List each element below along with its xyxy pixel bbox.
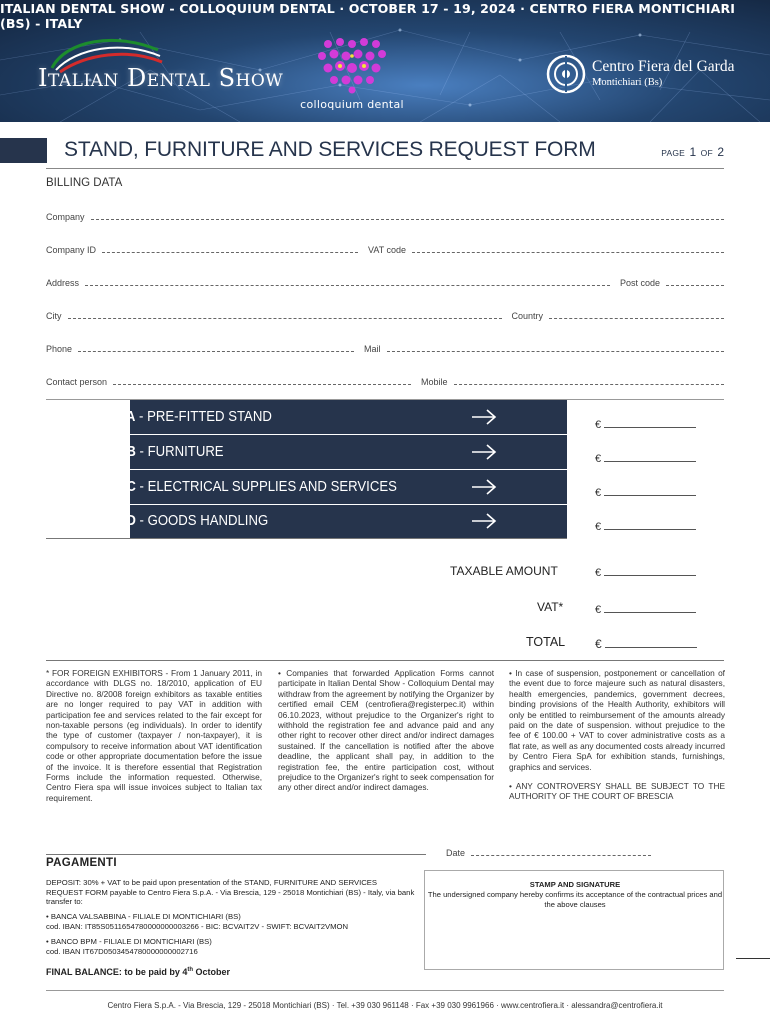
billing-section-title: BILLING DATA xyxy=(46,177,123,189)
form-d-amount[interactable]: € xyxy=(595,520,696,533)
payments-divider xyxy=(46,854,426,855)
deposit-text: DEPOSIT: 30% + VAT to be paid upon presentation of the STAND, FURNITURE AND SERVICES REQUEST FORM payable to Centro Fiera S.p.A. - Via Brescia, 129 - 25018 Montichiari (BS) - Italy, via bank transfer to: xyxy=(46,878,415,907)
city-row xyxy=(46,307,724,321)
contact-row xyxy=(46,373,724,387)
arrow-right-icon xyxy=(471,513,497,529)
centro-fiera-subtitle: Montichiari (Bs) xyxy=(592,77,663,88)
bank2-iban: cod. IBAN IT67D0503454780000000002716 xyxy=(46,947,198,956)
colloquium-dental-logo xyxy=(288,36,416,116)
taxable-amount-label: TAXABLE AMOUNT xyxy=(450,564,558,578)
post-code-field[interactable] xyxy=(666,285,724,286)
colloquium-logo-text: colloquium dental xyxy=(300,98,404,111)
vat-code-field[interactable] xyxy=(412,252,724,253)
vat-field[interactable]: € xyxy=(595,603,696,616)
form-b-amount[interactable]: € xyxy=(595,452,696,465)
page-title: STAND, FURNITURE AND SERVICES REQUEST FORM xyxy=(64,138,596,161)
date-field[interactable] xyxy=(471,848,651,856)
total-field[interactable]: € xyxy=(595,637,697,651)
centro-fiera-logo xyxy=(546,52,746,102)
stamp-text: The undersigned company hereby confirms its acceptance of the contractual prices and the above clauses xyxy=(427,890,723,909)
colloquium-dots-icon xyxy=(316,36,388,94)
banner-event-line: ITALIAN DENTAL SHOW - COLLOQUIUM DENTAL · OCTOBER 17 - 19, 2024 · CENTRO FIERA MONTICHIARI (BS) - ITALY xyxy=(0,1,736,31)
date-row xyxy=(446,848,651,858)
address-label: Address xyxy=(46,278,80,288)
form-d-letter: FORM D xyxy=(84,513,136,529)
address-row xyxy=(46,274,724,288)
mobile-label: Mobile xyxy=(421,377,448,387)
contact-person-label: Contact person xyxy=(46,377,108,387)
contact-person-field[interactable] xyxy=(113,384,411,385)
ids-logo-text: Italian Dental Show xyxy=(38,64,284,92)
mobile-field[interactable] xyxy=(454,384,724,385)
stamp-signature-box[interactable] xyxy=(424,870,724,970)
form-b-name: FURNITURE xyxy=(147,444,224,460)
country-label: Country xyxy=(511,311,544,321)
form-c-letter: FORM C xyxy=(84,479,136,495)
form-a-letter: FORM A xyxy=(84,409,136,425)
country-field[interactable] xyxy=(549,318,724,319)
page-indicator xyxy=(661,143,724,161)
page-total: 2 xyxy=(717,145,724,159)
company-id-field[interactable] xyxy=(102,252,358,253)
phone-label: Phone xyxy=(46,344,73,354)
bank1-name: • BANCA VALSABBINA - FILIALE DI MONTICHIARI (BS) xyxy=(46,912,241,921)
jurisdiction-note: • ANY CONTROVERSY SHALL BE SUBJECT TO THE AUTHORITY OF THE COURT OF BRESCIA xyxy=(509,781,725,802)
company-row xyxy=(46,208,724,222)
city-field[interactable] xyxy=(68,318,502,319)
form-d-label: FORM D - GOODS HANDLING xyxy=(84,513,269,529)
page-word: PAGE xyxy=(661,148,686,158)
bank1-iban: cod. IBAN: IT85S0511654780000000003266 - BIC: BCVAIT2V - SWIFT: BCVAIT2VMON xyxy=(46,922,349,931)
company-field[interactable] xyxy=(91,219,724,220)
company-id-row xyxy=(46,241,724,255)
date-label: Date xyxy=(446,848,466,858)
phone-row xyxy=(46,340,724,354)
form-d-name: GOODS HANDLING xyxy=(147,513,269,529)
form-a-label: FORM A - PRE-FITTED STAND xyxy=(84,409,272,425)
italian-dental-show-logo xyxy=(38,30,284,100)
mail-field[interactable] xyxy=(387,351,724,352)
vat-label: VAT* xyxy=(537,600,564,614)
total-label: TOTAL xyxy=(526,635,566,649)
page-number: 1 xyxy=(689,145,697,159)
form-a-name: PRE-FITTED STAND xyxy=(147,409,272,425)
form-b-label: FORM B - FURNITURE xyxy=(84,444,224,460)
arrow-right-icon xyxy=(471,444,497,460)
company-label: Company xyxy=(46,212,85,222)
stamp-title: STAMP AND SIGNATURE xyxy=(529,880,621,889)
form-divider xyxy=(130,469,567,470)
header-banner xyxy=(0,0,770,122)
centro-fiera-circle-icon xyxy=(546,54,586,94)
phone-field[interactable] xyxy=(78,351,354,352)
force-majeure-note: • In case of suspension, postponement or cancellation of the event due to force majeure such as natural disasters, health emergencies, pandemics, government decrees, binding provisions of the Health Authority, exhibitors will only be entitled to reimbursement of the amounts already paid on the date of suspension. without prejudice to the fee of € 100.00 + VAT to cover administrative costs as a flat rate, as well as any documented costs already incurred by Centro Fiera SpA for exhibition stands, furnishings, graphics and services. • ANY CONTROVERSY SHALL BE SUBJECT TO THE AUTHORITY OF THE COURT OF BRESCIA xyxy=(509,668,725,802)
footer-contact: Centro Fiera S.p.A. - Via Brescia, 129 - 25018 Montichiari (BS) · Tel. +39 030 961148 · Fax +39 030 9961966 · www.centrofiera.it · alessandra@centrofiera.it xyxy=(107,1001,663,1010)
cancellation-note: • Companies that forwarded Application Forms cannot participate in Italian Dental Show - Colloquium Dental may withdraw from the agreement by notifying the Organizer by certified email CEM (centrofiera@registerpec.it) within 06.10.2023, without prejudice to the Organizer's right to withhold the registration fee and advance paid and any other right to recover other direct and/or indirect damages sustained. If the cancellation is notified after the above deadline, the applicant shall pay, in addition to the registration fee, the entire participation cost, without prejudice to the Organizer's right to seek compensation for any other direct and/or indirect damages. xyxy=(278,668,494,793)
title-accent-bar xyxy=(0,138,47,163)
form-c-name: ELECTRICAL SUPPLIES AND SERVICES xyxy=(147,479,397,495)
payments-title: PAGAMENTI xyxy=(46,857,117,869)
vat-code-label: VAT code xyxy=(368,245,407,255)
form-c-label: FORM C - ELECTRICAL SUPPLIES AND SERVICES xyxy=(84,479,397,495)
form-b-letter: FORM B xyxy=(84,444,136,460)
edge-mark xyxy=(736,958,770,959)
totals-divider xyxy=(46,660,724,661)
foreign-exhibitors-note: * FOR FOREIGN EXHIBITORS - From 1 January 2011, in accordance with DLGS no. 18/2010, application of EU Directive no. 8/2008 foreign exhibitors as taxable entities are no longer required to pay VAT in addition with participation fee and services related to the fair except for non-taxable persons (eg individuals). In order to identify the type of customer (taxpayer / non-taxpayer), it is compulsory to receive information about VAT identification code or other appropriate documentation before the issue of the invoice. It is therefore essential that Registration Forms include the information requested. Otherwise, Centro Fiera spa will issue invoices subject to Italian tax requirement. xyxy=(46,668,262,803)
mail-label: Mail xyxy=(364,344,381,354)
final-balance: FINAL BALANCE: to be paid by 4th October xyxy=(46,967,231,977)
forms-bottom-rule xyxy=(46,538,567,539)
form-c-amount[interactable]: € xyxy=(595,486,696,499)
form-a-amount[interactable]: € xyxy=(595,418,696,431)
centro-fiera-title: Centro Fiera del Garda xyxy=(592,58,735,75)
post-code-label: Post code xyxy=(619,278,660,288)
footer-divider xyxy=(46,990,724,991)
address-field[interactable] xyxy=(85,285,610,286)
arrow-right-icon xyxy=(471,479,497,495)
taxable-amount-field[interactable]: € xyxy=(595,566,696,579)
form-divider xyxy=(130,434,567,435)
bank2-name: • BANCO BPM - FILIALE DI MONTICHIARI (BS) xyxy=(46,937,212,946)
form-divider xyxy=(130,504,567,505)
page-of: OF xyxy=(700,148,713,158)
title-divider xyxy=(46,168,724,169)
company-id-label: Company ID xyxy=(46,245,97,255)
arrow-right-icon xyxy=(471,409,497,425)
city-label: City xyxy=(46,311,62,321)
